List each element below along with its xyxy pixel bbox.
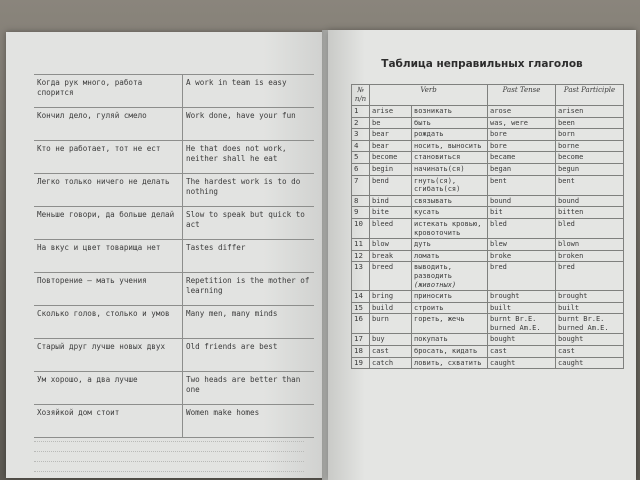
proverb-english: A work in team is easy (183, 75, 315, 108)
verb-infinitive (370, 218, 412, 238)
verb-past-participle-text: bought (558, 335, 584, 344)
verb-past-participle-text: built (558, 303, 580, 312)
verb-past-participle (556, 250, 624, 262)
verb-past-participle (556, 207, 624, 219)
proverb-row (34, 141, 314, 174)
verb-number (352, 218, 370, 238)
left-page (6, 32, 328, 478)
proverb-row (34, 75, 314, 108)
verb-row (352, 346, 624, 358)
proverb-russian: Легко только ничего не делать (34, 174, 183, 207)
proverb-russian: Хозяйкой дом стоит (34, 405, 183, 438)
verb-number (352, 262, 370, 291)
verb-infinitive-text: bleed (372, 219, 394, 228)
verb-row (352, 175, 624, 195)
verb-number (352, 302, 370, 314)
verb-past-participle-text: arisen (558, 107, 584, 115)
verb-past-participle (556, 117, 624, 129)
verb-translation-text: возникать (414, 107, 452, 115)
verb-number (352, 106, 370, 118)
proverb-row (34, 273, 314, 306)
verb-past-tense (488, 195, 556, 207)
verb-translation-text: связывать (414, 196, 452, 205)
verb-infinitive-text: buy (372, 335, 385, 344)
proverb-russian: Кончил дело, гуляй смело (34, 108, 183, 141)
verb-infinitive (370, 106, 412, 118)
verb-past-participle-text: brought (558, 292, 588, 301)
verb-number-text: 16 (354, 314, 363, 324)
verb-past-tense-text: became (490, 153, 516, 162)
proverb-english: Slow to speak but quick to act (183, 207, 315, 240)
verb-past-participle-text: bled (558, 219, 575, 228)
verb-translation-text: становиться (414, 153, 461, 162)
verb-infinitive (370, 129, 412, 141)
verb-infinitive (370, 163, 412, 175)
proverb-russian: На вкус и цвет товарища нет (34, 240, 183, 273)
verb-infinitive-text: become (372, 153, 398, 162)
verb-infinitive-text: cast (372, 347, 389, 356)
verb-translation (412, 262, 488, 291)
verb-past-participle (556, 218, 624, 238)
verb-translation (412, 195, 488, 207)
verb-past-tense-text: built (490, 303, 512, 312)
verb-past-participle-text: bent (558, 176, 575, 185)
proverb-row (34, 207, 314, 240)
verb-number (352, 163, 370, 175)
verb-translation (412, 117, 488, 129)
verb-past-participle-text: broken (558, 251, 584, 260)
verb-infinitive-text: bear (372, 141, 389, 150)
verb-number-text: 7 (354, 175, 359, 185)
verb-infinitive-text: blow (372, 240, 389, 249)
verb-infinitive-text: begin (372, 164, 394, 173)
verb-past-tense-text: brought (490, 292, 520, 301)
verb-past-participle (556, 314, 624, 334)
table-header-row (352, 85, 624, 106)
verb-number-text: 4 (354, 140, 359, 150)
verb-number (352, 175, 370, 195)
verb-translation-text: бросать, кидать (414, 347, 478, 356)
verb-past-participle (556, 346, 624, 358)
verb-past-participle-text: been (558, 118, 575, 127)
verb-past-tense (488, 129, 556, 141)
verb-past-participle (556, 129, 624, 141)
verb-number (352, 129, 370, 141)
verb-past-participle-text: blown (558, 240, 580, 249)
verb-past-tense-text: burnt Br.E. burned Am.E. (490, 315, 541, 332)
verb-translation-text: носить, выносить (414, 141, 482, 150)
verb-past-participle-text: cast (558, 347, 575, 356)
verb-number (352, 314, 370, 334)
verb-translation (412, 291, 488, 303)
proverb-english: Two heads are better than one (183, 372, 315, 405)
verb-past-tense (488, 291, 556, 303)
proverbs-table (34, 74, 314, 438)
verb-infinitive-text: bind (372, 196, 389, 205)
verb-number-text: 9 (354, 207, 359, 217)
verb-translation (412, 346, 488, 358)
verb-infinitive-text: bring (372, 292, 394, 301)
verb-number-text: 5 (354, 152, 359, 162)
verb-past-participle (556, 302, 624, 314)
verb-past-tense-text: bound (490, 196, 512, 205)
verb-infinitive (370, 291, 412, 303)
verb-number-text: 19 (354, 357, 363, 367)
verb-number-text: 3 (354, 129, 359, 139)
verb-number (352, 250, 370, 262)
verb-row (352, 250, 624, 262)
verb-past-tense-text: bore (490, 130, 507, 139)
verb-infinitive (370, 152, 412, 164)
verb-past-tense-text: blew (490, 240, 507, 249)
verb-past-participle-text: bitten (558, 208, 584, 217)
verb-past-tense-text: broke (490, 251, 512, 260)
verb-translation-text: рождать (414, 130, 444, 139)
verb-past-participle (556, 195, 624, 207)
verb-translation (412, 140, 488, 152)
verb-row (352, 357, 624, 369)
verb-infinitive (370, 357, 412, 369)
verb-number-text: 6 (354, 163, 359, 173)
verb-past-participle-text: born (558, 130, 575, 139)
verb-translation (412, 239, 488, 251)
verb-translation-text: выводить, разводить (414, 263, 452, 280)
verb-infinitive-text: build (372, 303, 394, 312)
verb-row (352, 129, 624, 141)
verb-past-participle (556, 152, 624, 164)
proverb-russian: Ум хорошо, а два лучше (34, 372, 183, 405)
verb-number (352, 334, 370, 346)
proverb-english: Tastes differ (183, 240, 315, 273)
verb-translation-text: быть (414, 118, 431, 127)
verb-past-tense (488, 262, 556, 291)
proverb-english: Women make homes (183, 405, 315, 438)
verb-past-tense-text: cast (490, 347, 507, 356)
verb-translation (412, 302, 488, 314)
verb-translation (412, 163, 488, 175)
verb-past-tense (488, 218, 556, 238)
proverb-russian: Старый друг лучше новых двух (34, 339, 183, 372)
verb-number (352, 239, 370, 251)
verb-number-text: 14 (354, 291, 363, 301)
verb-past-tense (488, 334, 556, 346)
verb-infinitive-text: breed (372, 263, 394, 272)
verb-infinitive (370, 140, 412, 152)
verb-past-participle (556, 357, 624, 369)
proverb-russian: Когда рук много, работа спорится (34, 75, 183, 108)
verb-infinitive-text: bear (372, 130, 389, 139)
verb-past-participle (556, 163, 624, 175)
verb-past-tense (488, 239, 556, 251)
verb-past-tense (488, 302, 556, 314)
verb-number (352, 346, 370, 358)
verb-past-tense (488, 357, 556, 369)
verb-past-tense (488, 106, 556, 118)
verb-translation (412, 250, 488, 262)
verb-infinitive (370, 302, 412, 314)
proverb-english: Many men, many minds (183, 306, 315, 339)
verb-past-participle-text: become (558, 153, 584, 162)
verb-number (352, 140, 370, 152)
verb-past-participle (556, 140, 624, 152)
proverb-russian: Кто не работает, тот не ест (34, 141, 183, 174)
verb-past-participle (556, 175, 624, 195)
verb-infinitive (370, 239, 412, 251)
verb-row (352, 207, 624, 219)
proverb-row (34, 372, 314, 405)
verb-number (352, 291, 370, 303)
verb-infinitive (370, 314, 412, 334)
verb-past-tense (488, 140, 556, 152)
proverb-row (34, 240, 314, 273)
proverb-english: Work done, have your fun (183, 108, 315, 141)
verb-past-participle (556, 291, 624, 303)
verb-past-tense-text: bled (490, 219, 507, 228)
verb-translation-text: гнуть(ся), сгибать(ся) (414, 176, 461, 194)
verb-row (352, 152, 624, 164)
verb-past-participle-text: caught (558, 358, 584, 367)
verb-infinitive-text: burn (372, 315, 389, 324)
verb-infinitive-text: bite (372, 208, 389, 217)
verb-past-tense-text: bore (490, 141, 507, 150)
verb-row (352, 218, 624, 238)
verb-row (352, 117, 624, 129)
verb-translation-text: покупать (414, 335, 448, 344)
verb-past-tense (488, 346, 556, 358)
verb-translation (412, 175, 488, 195)
verb-infinitive (370, 117, 412, 129)
verb-number-text: 8 (354, 195, 359, 205)
verb-number (352, 195, 370, 207)
verb-infinitive (370, 334, 412, 346)
verb-translation (412, 106, 488, 118)
verb-translation-text: кусать (414, 208, 440, 217)
verb-past-tense (488, 117, 556, 129)
verb-infinitive-text: catch (372, 358, 394, 367)
verb-number-text: 15 (354, 302, 363, 312)
verb-past-tense-text: was, were (490, 118, 528, 127)
verb-translation-text: строить (414, 303, 444, 312)
verb-past-tense-text: bred (490, 263, 507, 272)
verb-infinitive (370, 175, 412, 195)
verb-translation (412, 314, 488, 334)
verb-translation-text: истекать кровью, кровоточить (414, 219, 482, 237)
verb-past-participle (556, 262, 624, 291)
verb-past-tense-text: began (490, 164, 512, 173)
verb-past-participle (556, 334, 624, 346)
verb-translation (412, 207, 488, 219)
verb-past-participle-text: bred (558, 263, 575, 272)
verb-number-text: 17 (354, 334, 363, 344)
verb-translation (412, 218, 488, 238)
proverb-row (34, 174, 314, 207)
verb-translation (412, 129, 488, 141)
verb-translation (412, 152, 488, 164)
proverb-english: The hardest work is to do nothing (183, 174, 315, 207)
verb-past-tense (488, 207, 556, 219)
header-num: № п/п (352, 85, 370, 106)
verb-number (352, 117, 370, 129)
verb-row (352, 239, 624, 251)
proverb-russian: Сколько голов, столько и умов (34, 306, 183, 339)
verb-past-participle-text: burnt Br.E. burned Am.E. (558, 315, 609, 332)
irregular-verbs-table (351, 84, 624, 369)
verb-infinitive (370, 207, 412, 219)
verb-infinitive (370, 262, 412, 291)
verb-row (352, 140, 624, 152)
proverb-row (34, 339, 314, 372)
verb-infinitive-text: break (372, 251, 394, 260)
verb-row (352, 163, 624, 175)
verb-number-text: 11 (354, 239, 363, 249)
verb-past-tense-text: caught (490, 358, 516, 367)
verb-number (352, 152, 370, 164)
verb-number (352, 207, 370, 219)
verb-past-participle (556, 106, 624, 118)
verb-number-text: 13 (354, 262, 363, 272)
verb-translation-text: гореть, жечь (414, 315, 465, 324)
verb-past-tense (488, 163, 556, 175)
verb-infinitive-text: be (372, 118, 381, 127)
right-page (328, 30, 636, 480)
verb-past-participle-text: begun (558, 164, 580, 173)
verb-translation-text: ловить, схватить (414, 358, 482, 367)
verb-row (352, 334, 624, 346)
verb-translation-note: (животных) (414, 280, 457, 289)
verb-past-tense-text: bit (490, 208, 503, 217)
ruled-lines (34, 432, 304, 478)
verb-number-text: 12 (354, 250, 363, 260)
verb-past-tense-text: bought (490, 335, 516, 344)
verb-infinitive (370, 346, 412, 358)
proverb-english: Repetition is the mother of learning (183, 273, 315, 306)
proverb-row (34, 306, 314, 339)
header-past-tense: Past Tense (488, 85, 556, 106)
verb-translation (412, 357, 488, 369)
proverb-russian: Меньше говори, да больше делай (34, 207, 183, 240)
header-verb: Verb (370, 85, 488, 106)
header-past-participle: Past Participle (556, 85, 624, 106)
verb-number-text: 1 (354, 106, 359, 115)
verb-past-participle-text: bound (558, 196, 580, 205)
verbs-table-title: Таблица неправильных глаголов (381, 58, 583, 70)
verb-past-participle (556, 239, 624, 251)
verb-past-participle-text: borne (558, 141, 580, 150)
verb-past-tense (488, 250, 556, 262)
verb-number-text: 10 (354, 218, 363, 228)
verb-translation-text: начинать(ся) (414, 164, 465, 173)
verb-past-tense (488, 152, 556, 164)
verb-past-tense-text: arose (490, 107, 512, 115)
verb-row (352, 195, 624, 207)
verb-row (352, 291, 624, 303)
verb-number (352, 357, 370, 369)
verb-infinitive-text: arise (372, 107, 394, 115)
verb-number-text: 2 (354, 117, 359, 127)
verb-translation-text: дуть (414, 240, 431, 249)
verb-infinitive (370, 195, 412, 207)
verb-past-tense (488, 314, 556, 334)
proverb-russian: Повторение — мать учения (34, 273, 183, 306)
verb-row (352, 302, 624, 314)
proverb-english: Old friends are best (183, 339, 315, 372)
proverb-row (34, 108, 314, 141)
verb-translation-text: приносить (414, 292, 452, 301)
verb-row (352, 262, 624, 291)
verb-row (352, 106, 624, 118)
verb-number-text: 18 (354, 346, 363, 356)
verb-row (352, 314, 624, 334)
verb-past-tense (488, 175, 556, 195)
proverb-english: He that does not work, neither shall he eat (183, 141, 315, 174)
verb-past-tense-text: bent (490, 176, 507, 185)
verb-infinitive (370, 250, 412, 262)
verb-translation-text: ломать (414, 251, 440, 260)
verb-infinitive-text: bend (372, 176, 389, 185)
verb-translation (412, 334, 488, 346)
